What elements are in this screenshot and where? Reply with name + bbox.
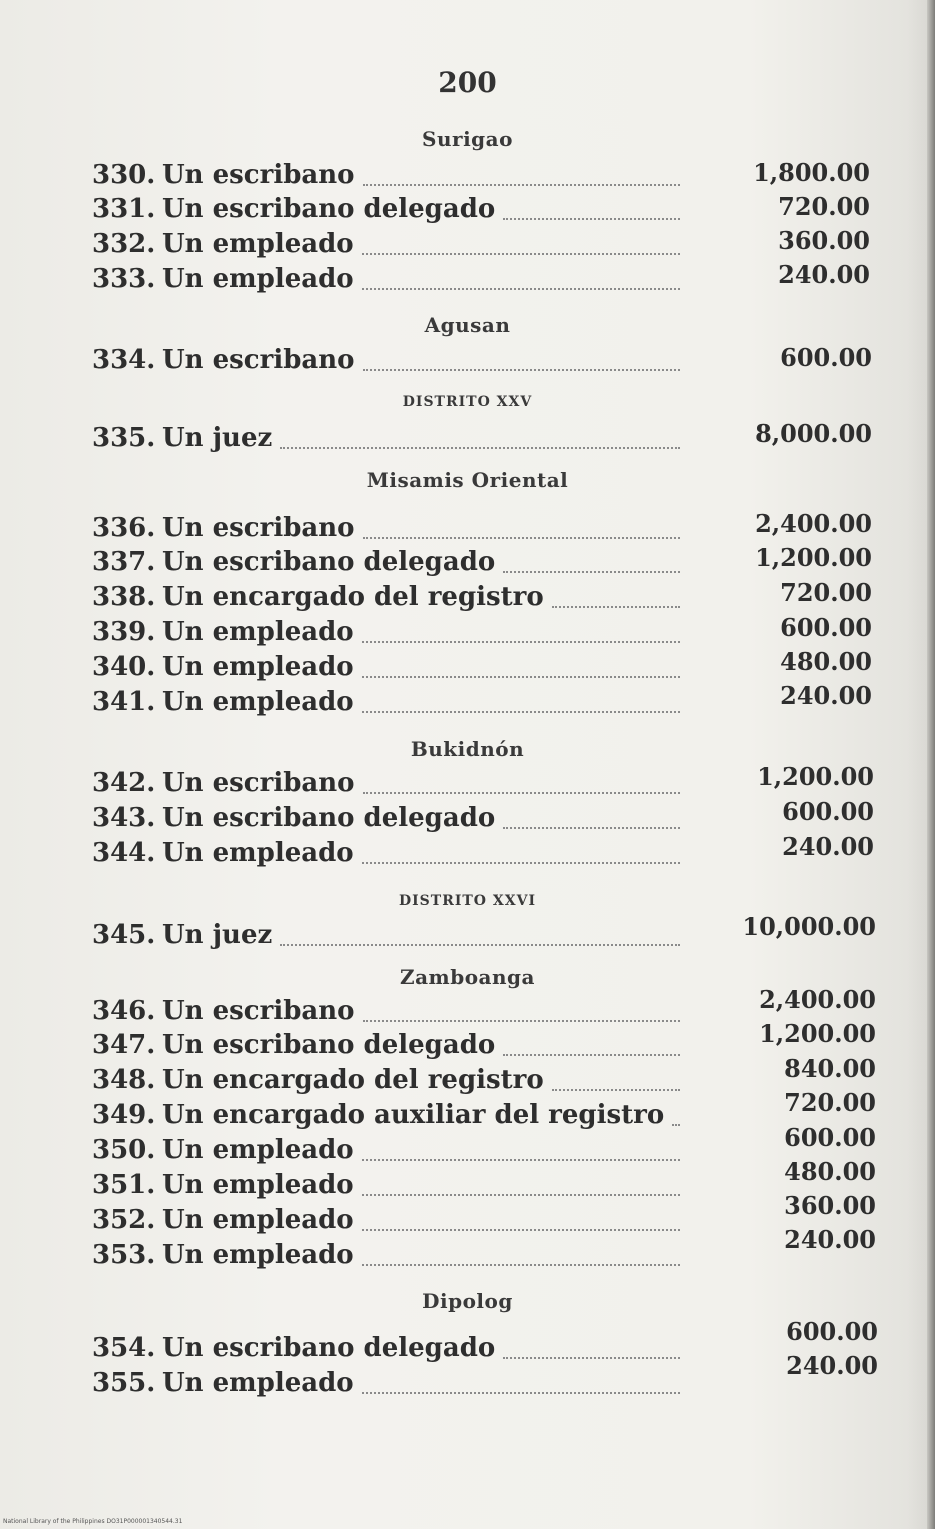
- entry-label: Un empleado: [162, 838, 354, 868]
- entry-label: Un empleado: [162, 1368, 354, 1398]
- entry-label: Un encargado auxiliar del registro: [162, 1100, 665, 1130]
- dot-leader: [362, 710, 680, 713]
- list-item: [92, 768, 680, 802]
- list-item: [92, 1170, 680, 1204]
- section-heading-dipolog: Dipolog: [422, 1289, 513, 1313]
- section-heading-distrito-xxv: DISTRITO XXV: [402, 394, 533, 410]
- entry-number: 335.: [92, 423, 156, 453]
- entry-amount: 600.00: [784, 1123, 876, 1152]
- entry-amount: 2,400.00: [755, 509, 872, 538]
- entry-label: Un escribano: [162, 768, 355, 798]
- entry-number: 340.: [92, 652, 156, 682]
- entry-number: 331.: [92, 194, 156, 224]
- entry-label: Un encargado del registro: [162, 582, 544, 612]
- list-item: [92, 920, 680, 954]
- dot-leader: [503, 217, 680, 220]
- entry-number: 347.: [92, 1030, 156, 1060]
- entry-amount: 240.00: [786, 1351, 878, 1380]
- list-item: [92, 687, 680, 721]
- entry-number: 330.: [92, 160, 156, 190]
- list-item: [92, 1100, 680, 1134]
- entry-number: 344.: [92, 838, 156, 868]
- dot-leader: [362, 861, 680, 864]
- entry-number: 353.: [92, 1240, 156, 1270]
- entry-label: Un escribano: [162, 996, 355, 1026]
- entry-label: Un encargado del registro: [162, 1065, 544, 1095]
- section-heading-surigao: Surigao: [422, 127, 513, 151]
- entry-label: Un escribano: [162, 345, 355, 375]
- dot-leader: [280, 446, 680, 449]
- entry-label: Un empleado: [162, 1240, 354, 1270]
- entry-number: 339.: [92, 617, 156, 647]
- entry-label: Un escribano delegado: [162, 194, 496, 224]
- entry-label: Un empleado: [162, 1170, 354, 1200]
- entry-label: Un escribano: [162, 160, 355, 190]
- entry-amount: 720.00: [778, 192, 870, 221]
- entry-number: 337.: [92, 547, 156, 577]
- entry-number: 338.: [92, 582, 156, 612]
- dot-leader: [552, 1088, 680, 1091]
- entry-label: Un juez: [162, 423, 273, 453]
- list-item: [92, 1205, 680, 1239]
- list-item: [92, 1065, 680, 1099]
- entry-number: 348.: [92, 1065, 156, 1095]
- entry-amount: 600.00: [782, 797, 874, 826]
- entry-amount: 240.00: [784, 1225, 876, 1254]
- dot-leader: [503, 1356, 680, 1359]
- list-item: [92, 582, 680, 616]
- entry-amount: 1,200.00: [757, 762, 874, 791]
- page-number: 200: [438, 66, 497, 99]
- entry-amount: 240.00: [778, 260, 870, 289]
- list-item: [92, 547, 680, 581]
- dot-leader: [362, 640, 680, 643]
- entry-amount: 8,000.00: [755, 419, 872, 448]
- list-item: [92, 513, 680, 547]
- dot-leader: [552, 605, 680, 608]
- entry-label: Un escribano delegado: [162, 803, 496, 833]
- entry-label: Un juez: [162, 920, 273, 950]
- list-item: [92, 838, 680, 872]
- entry-amount: 480.00: [780, 647, 872, 676]
- list-item: [92, 1333, 680, 1367]
- list-item: [92, 194, 680, 228]
- dot-leader: [363, 791, 681, 794]
- entry-amount: 480.00: [784, 1157, 876, 1186]
- list-item: [92, 160, 680, 194]
- list-item: [92, 1030, 680, 1064]
- entry-number: 342.: [92, 768, 156, 798]
- section-heading-zamboanga: Zamboanga: [400, 965, 535, 989]
- list-item: [92, 229, 680, 263]
- dot-leader: [362, 252, 680, 255]
- entry-amount: 10,000.00: [742, 912, 876, 941]
- dot-leader: [362, 1263, 680, 1266]
- list-item: [92, 345, 680, 379]
- entry-number: 350.: [92, 1135, 156, 1165]
- entry-label: Un empleado: [162, 1205, 354, 1235]
- entry-amount: 1,800.00: [753, 158, 870, 187]
- dot-leader: [362, 287, 680, 290]
- dot-leader: [362, 675, 680, 678]
- entry-amount: 1,200.00: [759, 1019, 876, 1048]
- entry-label: Un escribano delegado: [162, 1333, 496, 1363]
- dot-leader: [503, 1053, 680, 1056]
- entry-amount: 360.00: [778, 226, 870, 255]
- dot-leader: [363, 183, 681, 186]
- entry-number: 343.: [92, 803, 156, 833]
- list-item: [92, 423, 680, 457]
- entry-number: 341.: [92, 687, 156, 717]
- entry-amount: 360.00: [784, 1191, 876, 1220]
- entry-label: Un empleado: [162, 229, 354, 259]
- list-item: [92, 996, 680, 1030]
- entry-number: 355.: [92, 1368, 156, 1398]
- entry-number: 336.: [92, 513, 156, 543]
- dot-leader: [503, 826, 680, 829]
- entry-number: 345.: [92, 920, 156, 950]
- entry-amount: 600.00: [786, 1317, 878, 1346]
- entry-amount: 720.00: [780, 578, 872, 607]
- entry-amount: 840.00: [784, 1054, 876, 1083]
- list-item: [92, 264, 680, 298]
- section-heading-misamis-oriental: Misamis Oriental: [366, 468, 569, 492]
- section-heading-agusan: Agusan: [424, 313, 511, 337]
- entry-label: Un empleado: [162, 652, 354, 682]
- entry-amount: 720.00: [784, 1088, 876, 1117]
- list-item: [92, 1368, 680, 1402]
- entry-number: 354.: [92, 1333, 156, 1363]
- section-heading-distrito-xxvi: DISTRITO XXVI: [398, 893, 537, 909]
- entry-label: Un empleado: [162, 687, 354, 717]
- entry-label: Un empleado: [162, 617, 354, 647]
- list-item: [92, 803, 680, 837]
- entry-amount: 240.00: [780, 681, 872, 710]
- entry-amount: 1,200.00: [755, 543, 872, 572]
- dot-leader: [362, 1193, 680, 1196]
- list-item: [92, 1135, 680, 1169]
- entry-number: 332.: [92, 229, 156, 259]
- entry-amount: 240.00: [782, 832, 874, 861]
- dot-leader: [280, 943, 680, 946]
- list-item: [92, 652, 680, 686]
- entry-amount: 600.00: [780, 613, 872, 642]
- list-item: [92, 617, 680, 651]
- dot-leader: [363, 1019, 681, 1022]
- dot-leader: [503, 570, 680, 573]
- entry-number: 349.: [92, 1100, 156, 1130]
- dot-leader: [362, 1158, 680, 1161]
- entry-label: Un escribano: [162, 513, 355, 543]
- entry-label: Un escribano delegado: [162, 1030, 496, 1060]
- list-item: [92, 1240, 680, 1274]
- entry-amount: 600.00: [780, 343, 872, 372]
- dot-leader: [363, 368, 681, 371]
- entry-label: Un empleado: [162, 264, 354, 294]
- scan-footer: National Library of the Philippines DO31P000001340544.31: [3, 1518, 183, 1525]
- entry-number: 352.: [92, 1205, 156, 1235]
- dot-leader: [362, 1391, 680, 1394]
- entry-number: 351.: [92, 1170, 156, 1200]
- entry-number: 334.: [92, 345, 156, 375]
- entry-amount: 2,400.00: [759, 985, 876, 1014]
- entry-label: Un escribano delegado: [162, 547, 496, 577]
- entry-label: Un empleado: [162, 1135, 354, 1165]
- section-heading-bukidnon: Bukidnón: [410, 737, 525, 761]
- dot-leader: [362, 1228, 680, 1231]
- entry-number: 346.: [92, 996, 156, 1026]
- dot-leader: [363, 536, 681, 539]
- entry-number: 333.: [92, 264, 156, 294]
